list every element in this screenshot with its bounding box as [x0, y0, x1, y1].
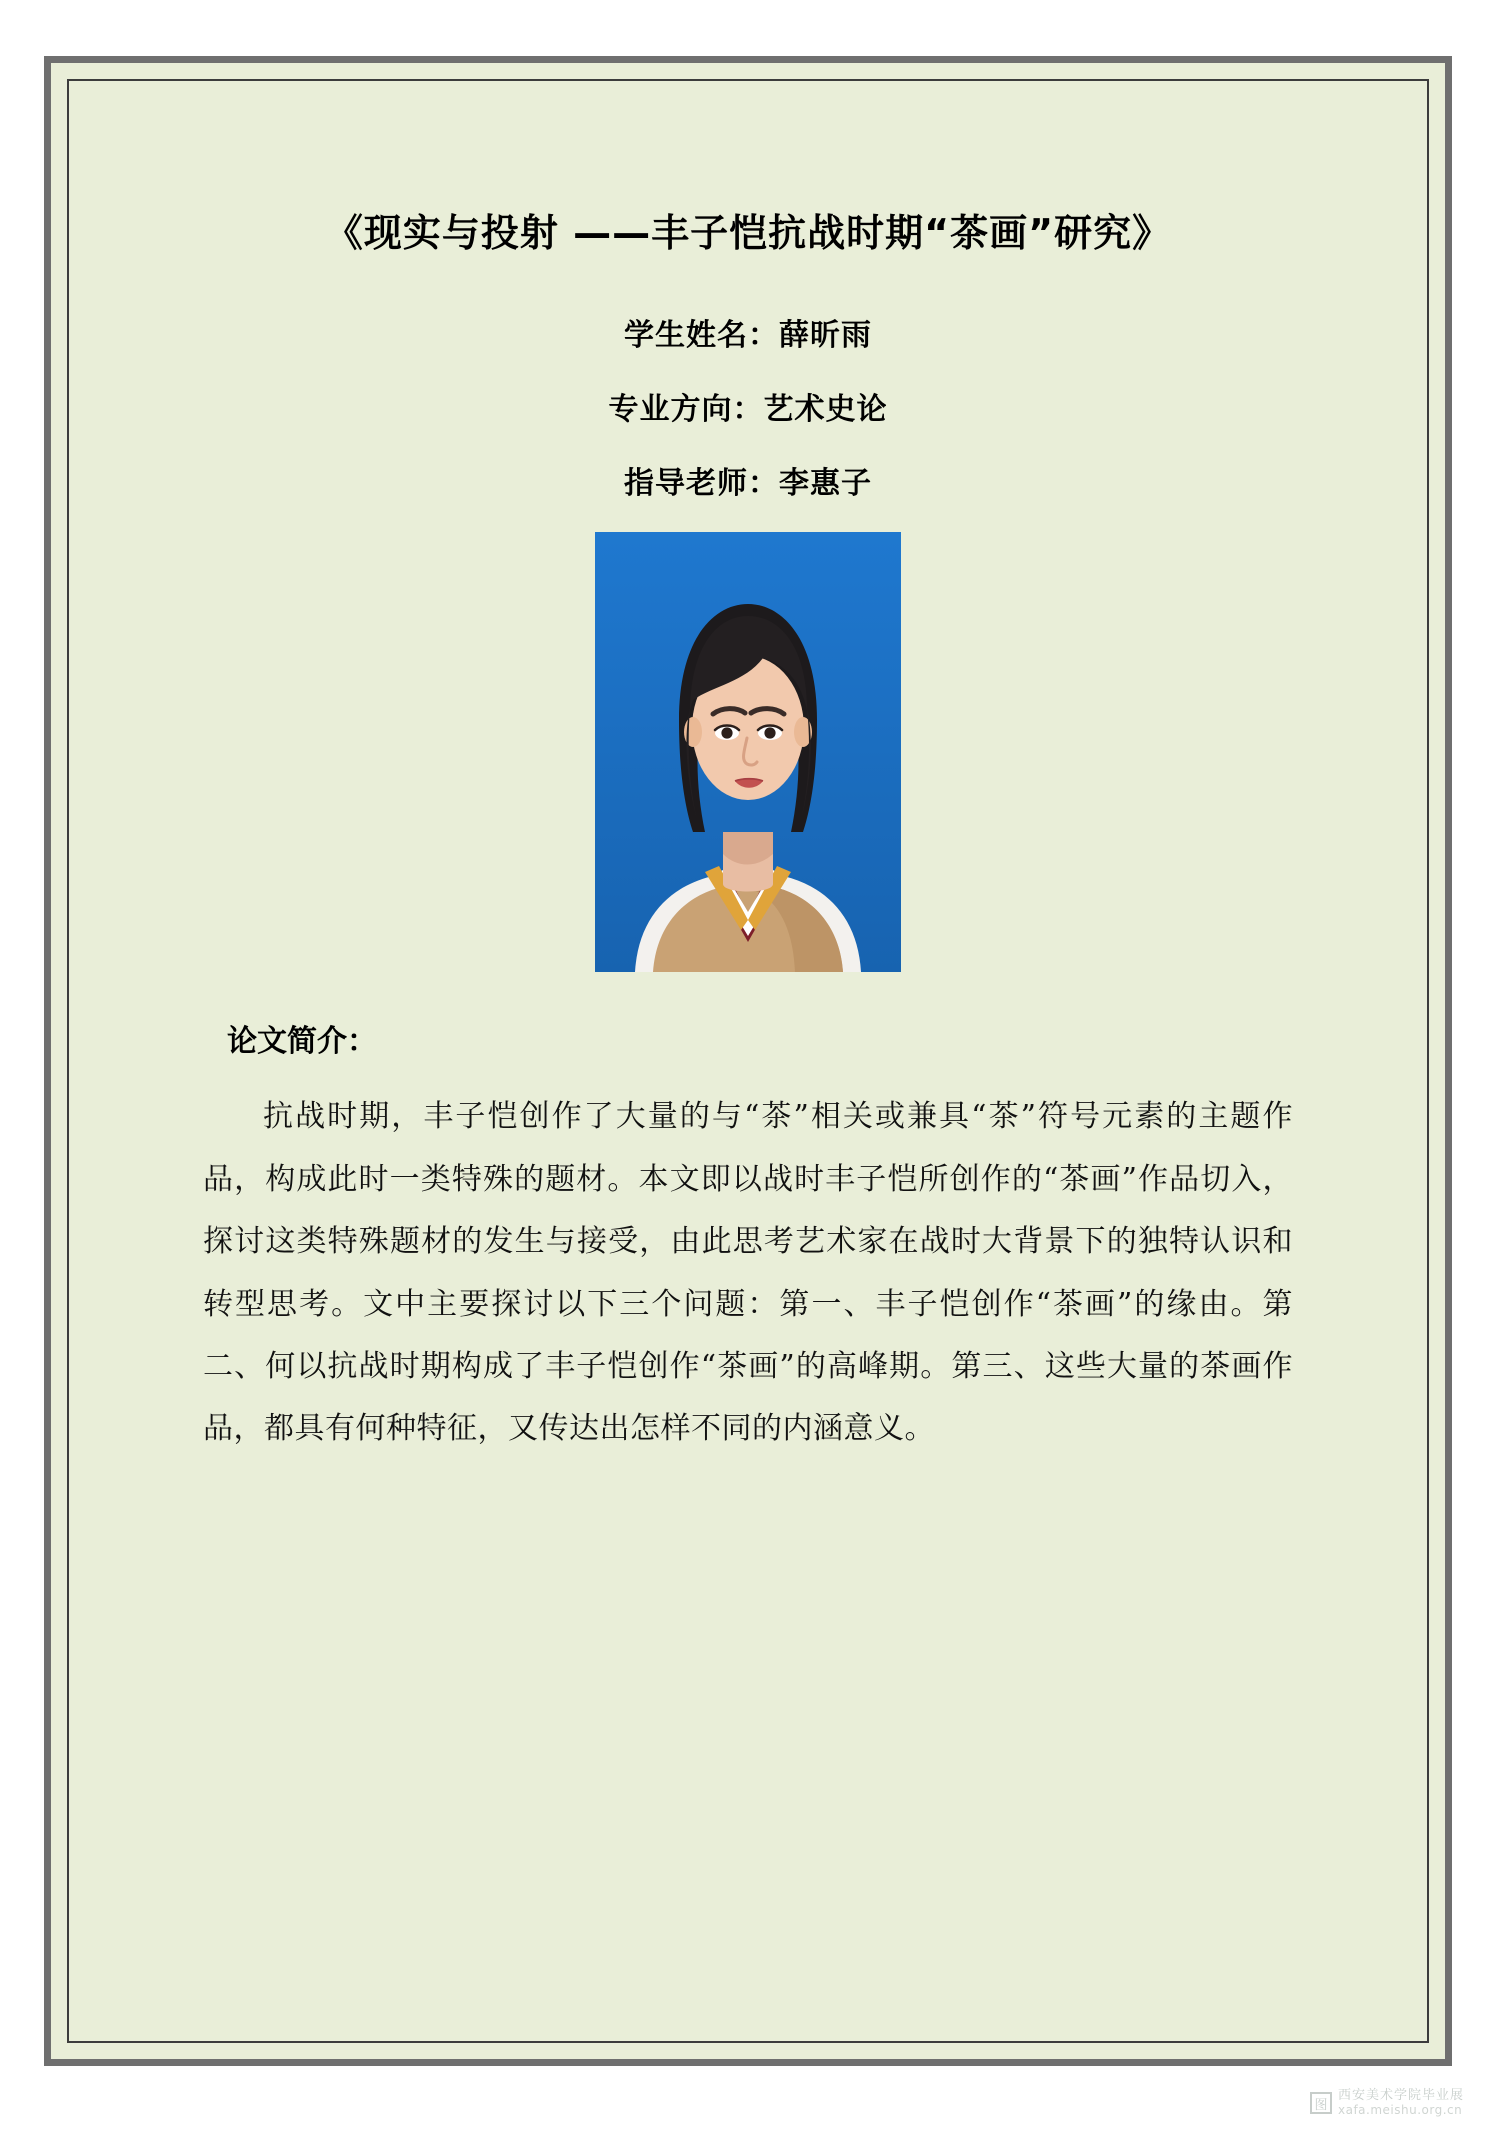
site-watermark [1310, 2089, 1464, 2117]
portrait-illustration [595, 532, 901, 972]
abstract-heading: 论文简介： [227, 1024, 377, 1060]
page-inner-border [67, 79, 1429, 2043]
student-name-line: 学生姓名：薛昕雨 [624, 318, 872, 354]
watermark-org-name: 西安美术学院毕业展 [1337, 2088, 1464, 2104]
page-content [69, 81, 1427, 2041]
major-line: 专业方向：艺术史论 [608, 392, 888, 428]
watermark-text [1338, 2089, 1464, 2117]
page-outer-border [44, 56, 1452, 2066]
page-title: 《现实与投射 ——丰子恺抗战时期“茶画”研究》 [324, 211, 1172, 255]
watermark-logo-icon: 图 [1310, 2092, 1332, 2114]
abstract-text: 抗战时期，丰子恺创作了大量的与“茶”相关或兼具“茶”符号元素的主题作品，构成此时一类特殊的题材。本文即以战时丰子恺所创作的“茶画”作品切入，探讨这类特殊题材的发生与接受，由此思考艺术家在战时大背景下的独特认识和转型思考。文中主要探讨以下三个问题：第一、丰子恺创作“茶画”的缘由。第二、何以抗战时期构成了丰子恺创作“茶画”的高峰期。第三、这些大量的茶画作品，都具有何种特征，又传达出怎样不同的内涵意义。 [203, 1099, 1293, 1447]
student-portrait-photo [595, 532, 901, 972]
advisor-line: 指导老师：李惠子 [624, 466, 872, 502]
student-meta-block [189, 310, 1307, 502]
watermark-url: xafa.meishu.org.cn [1337, 2102, 1463, 2117]
